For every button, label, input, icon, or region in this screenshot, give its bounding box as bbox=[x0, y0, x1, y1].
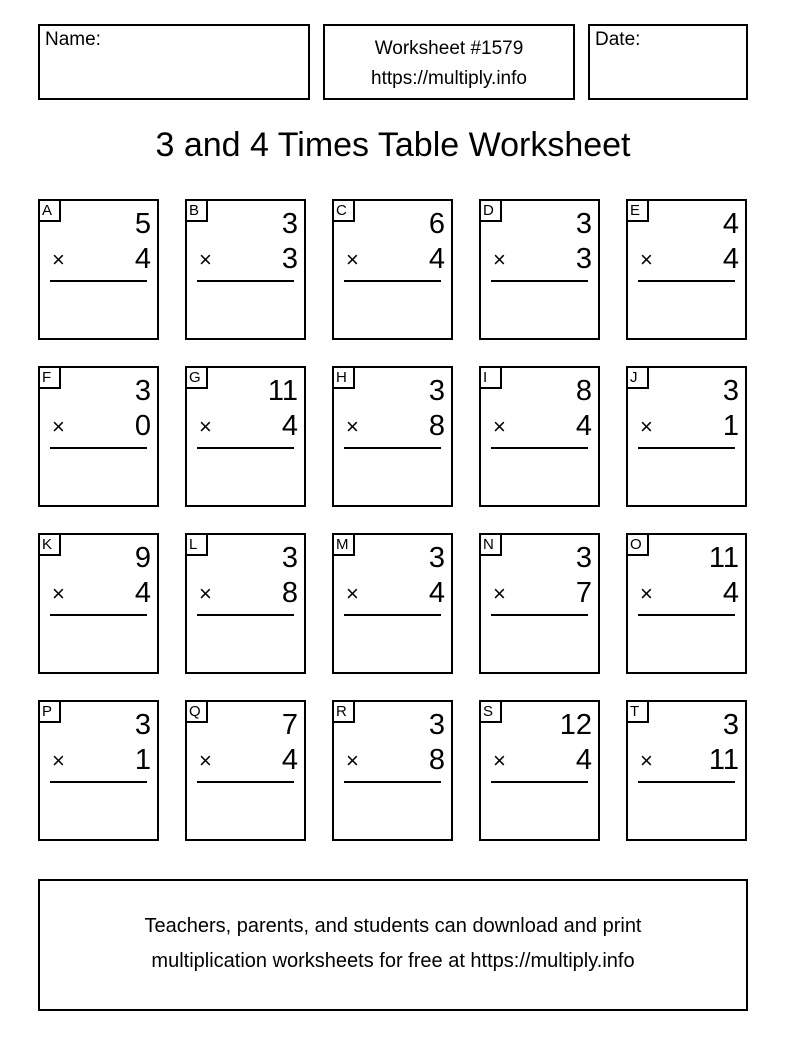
multiplier: 4 bbox=[428, 243, 445, 275]
answer-space[interactable] bbox=[491, 619, 588, 666]
multiplicand: 3 bbox=[428, 709, 445, 741]
multiplicand: 11 bbox=[708, 542, 739, 574]
answer-space[interactable] bbox=[638, 786, 735, 833]
times-sign: × bbox=[640, 748, 653, 773]
problem-letter: H bbox=[334, 368, 355, 389]
footer-line-2: multiplication worksheets for free at https://multiply.info bbox=[151, 950, 635, 972]
answer-space[interactable] bbox=[197, 452, 294, 499]
answer-line bbox=[50, 280, 147, 282]
answer-space[interactable] bbox=[491, 285, 588, 332]
times-sign: × bbox=[199, 748, 212, 773]
problem-card[interactable] bbox=[185, 700, 306, 841]
answer-space[interactable] bbox=[50, 619, 147, 666]
multiplicand: 4 bbox=[722, 208, 739, 240]
multiplier: 11 bbox=[708, 744, 739, 776]
multiplicand: 3 bbox=[281, 542, 298, 574]
times-sign: × bbox=[493, 414, 506, 439]
worksheet-url: https://multiply.info bbox=[371, 68, 527, 89]
problem-letter: S bbox=[481, 702, 502, 723]
answer-line bbox=[491, 781, 588, 783]
problem-letter: Q bbox=[187, 702, 208, 723]
multiplicand: 12 bbox=[559, 709, 592, 741]
times-sign: × bbox=[199, 414, 212, 439]
multiplicand: 3 bbox=[428, 542, 445, 574]
times-sign: × bbox=[346, 581, 359, 606]
date-field[interactable] bbox=[588, 24, 748, 100]
answer-space[interactable] bbox=[197, 619, 294, 666]
times-sign: × bbox=[52, 247, 65, 272]
answer-space[interactable] bbox=[638, 452, 735, 499]
times-sign: × bbox=[346, 748, 359, 773]
multiplicand: 7 bbox=[281, 709, 298, 741]
multiplier: 1 bbox=[722, 410, 739, 442]
name-field[interactable] bbox=[38, 24, 310, 100]
answer-space[interactable] bbox=[638, 619, 735, 666]
problem-letter: T bbox=[628, 702, 649, 723]
answer-space[interactable] bbox=[50, 786, 147, 833]
answer-line bbox=[344, 280, 441, 282]
problem-card[interactable] bbox=[626, 199, 747, 340]
multiplier: 4 bbox=[575, 744, 592, 776]
problem-letter: A bbox=[40, 201, 61, 222]
problem-letter: G bbox=[187, 368, 208, 389]
answer-line bbox=[197, 280, 294, 282]
times-sign: × bbox=[346, 414, 359, 439]
answer-space[interactable] bbox=[197, 285, 294, 332]
problem-card[interactable] bbox=[38, 700, 159, 841]
multiplicand: 5 bbox=[134, 208, 151, 240]
times-sign: × bbox=[493, 247, 506, 272]
problem-card[interactable] bbox=[38, 199, 159, 340]
multiplicand: 9 bbox=[134, 542, 151, 574]
answer-space[interactable] bbox=[638, 285, 735, 332]
answer-line bbox=[491, 447, 588, 449]
multiplier: 4 bbox=[281, 410, 298, 442]
multiplier: 4 bbox=[722, 243, 739, 275]
multiplier: 4 bbox=[428, 577, 445, 609]
answer-space[interactable] bbox=[344, 619, 441, 666]
answer-space[interactable] bbox=[344, 285, 441, 332]
problem-card[interactable] bbox=[38, 533, 159, 674]
problem-letter: L bbox=[187, 535, 208, 556]
problem-letter: D bbox=[481, 201, 502, 222]
times-sign: × bbox=[52, 414, 65, 439]
times-sign: × bbox=[199, 247, 212, 272]
multiplier: 7 bbox=[575, 577, 592, 609]
problem-letter: R bbox=[334, 702, 355, 723]
multiplier: 4 bbox=[575, 410, 592, 442]
multiplicand: 3 bbox=[134, 709, 151, 741]
multiplicand: 3 bbox=[281, 208, 298, 240]
answer-line bbox=[197, 614, 294, 616]
problem-card[interactable] bbox=[479, 533, 600, 674]
multiplier: 3 bbox=[575, 243, 592, 275]
problem-card[interactable] bbox=[479, 366, 600, 507]
multiplicand: 3 bbox=[722, 709, 739, 741]
worksheet-info-box bbox=[323, 24, 575, 100]
answer-line bbox=[491, 614, 588, 616]
answer-line bbox=[638, 447, 735, 449]
problem-card[interactable] bbox=[185, 199, 306, 340]
problem-card[interactable] bbox=[332, 700, 453, 841]
times-sign: × bbox=[640, 247, 653, 272]
multiplicand: 11 bbox=[267, 375, 298, 407]
problem-card[interactable] bbox=[626, 700, 747, 841]
problem-card[interactable] bbox=[332, 199, 453, 340]
answer-line bbox=[197, 781, 294, 783]
multiplicand: 3 bbox=[722, 375, 739, 407]
answer-line bbox=[638, 280, 735, 282]
worksheet-number: Worksheet #1579 bbox=[374, 38, 524, 59]
footer-box bbox=[38, 879, 748, 1011]
answer-line bbox=[197, 447, 294, 449]
answer-space[interactable] bbox=[50, 452, 147, 499]
answer-line bbox=[344, 614, 441, 616]
multiplicand: 3 bbox=[575, 542, 592, 574]
answer-line bbox=[344, 447, 441, 449]
multiplier: 8 bbox=[428, 744, 445, 776]
multiplicand: 8 bbox=[575, 375, 592, 407]
multiplier: 4 bbox=[281, 744, 298, 776]
problem-letter: J bbox=[628, 368, 649, 389]
multiplier: 3 bbox=[281, 243, 298, 275]
answer-space[interactable] bbox=[197, 786, 294, 833]
problem-letter: O bbox=[628, 535, 649, 556]
times-sign: × bbox=[346, 247, 359, 272]
times-sign: × bbox=[493, 581, 506, 606]
times-sign: × bbox=[52, 748, 65, 773]
multiplicand: 3 bbox=[428, 375, 445, 407]
multiplier: 1 bbox=[134, 744, 151, 776]
answer-space[interactable] bbox=[344, 452, 441, 499]
problem-card[interactable] bbox=[479, 700, 600, 841]
name-label: Name: bbox=[45, 29, 101, 50]
problem-letter: C bbox=[334, 201, 355, 222]
answer-space[interactable] bbox=[50, 285, 147, 332]
times-sign: × bbox=[199, 581, 212, 606]
problem-card[interactable] bbox=[479, 199, 600, 340]
problem-card[interactable] bbox=[38, 366, 159, 507]
multiplier: 0 bbox=[134, 410, 151, 442]
page-title: 3 and 4 Times Table Worksheet bbox=[155, 126, 631, 164]
date-label: Date: bbox=[595, 29, 641, 50]
footer-line-1: Teachers, parents, and students can download and print bbox=[144, 915, 642, 937]
multiplier: 4 bbox=[134, 243, 151, 275]
times-sign: × bbox=[640, 581, 653, 606]
problem-letter: I bbox=[481, 368, 502, 389]
times-sign: × bbox=[640, 414, 653, 439]
answer-line bbox=[344, 781, 441, 783]
multiplicand: 3 bbox=[134, 375, 151, 407]
answer-line bbox=[638, 781, 735, 783]
problem-card[interactable] bbox=[185, 533, 306, 674]
answer-line bbox=[491, 280, 588, 282]
answer-space[interactable] bbox=[491, 786, 588, 833]
problem-letter: P bbox=[40, 702, 61, 723]
problem-letter: N bbox=[481, 535, 502, 556]
multiplier: 4 bbox=[722, 577, 739, 609]
problem-card[interactable] bbox=[185, 366, 306, 507]
answer-space[interactable] bbox=[344, 786, 441, 833]
problem-letter: F bbox=[40, 368, 61, 389]
problem-card[interactable] bbox=[626, 366, 747, 507]
answer-line bbox=[50, 447, 147, 449]
problem-letter: B bbox=[187, 201, 208, 222]
problem-card[interactable] bbox=[626, 533, 747, 674]
answer-line bbox=[50, 781, 147, 783]
problem-card[interactable] bbox=[332, 533, 453, 674]
problem-letter: E bbox=[628, 201, 649, 222]
multiplier: 8 bbox=[281, 577, 298, 609]
times-sign: × bbox=[52, 581, 65, 606]
multiplicand: 6 bbox=[428, 208, 445, 240]
multiplier: 8 bbox=[428, 410, 445, 442]
problem-letter: K bbox=[40, 535, 61, 556]
problem-letter: M bbox=[334, 535, 355, 556]
answer-space[interactable] bbox=[491, 452, 588, 499]
multiplicand: 3 bbox=[575, 208, 592, 240]
problem-card[interactable] bbox=[332, 366, 453, 507]
answer-line bbox=[50, 614, 147, 616]
multiplier: 4 bbox=[134, 577, 151, 609]
answer-line bbox=[638, 614, 735, 616]
times-sign: × bbox=[493, 748, 506, 773]
